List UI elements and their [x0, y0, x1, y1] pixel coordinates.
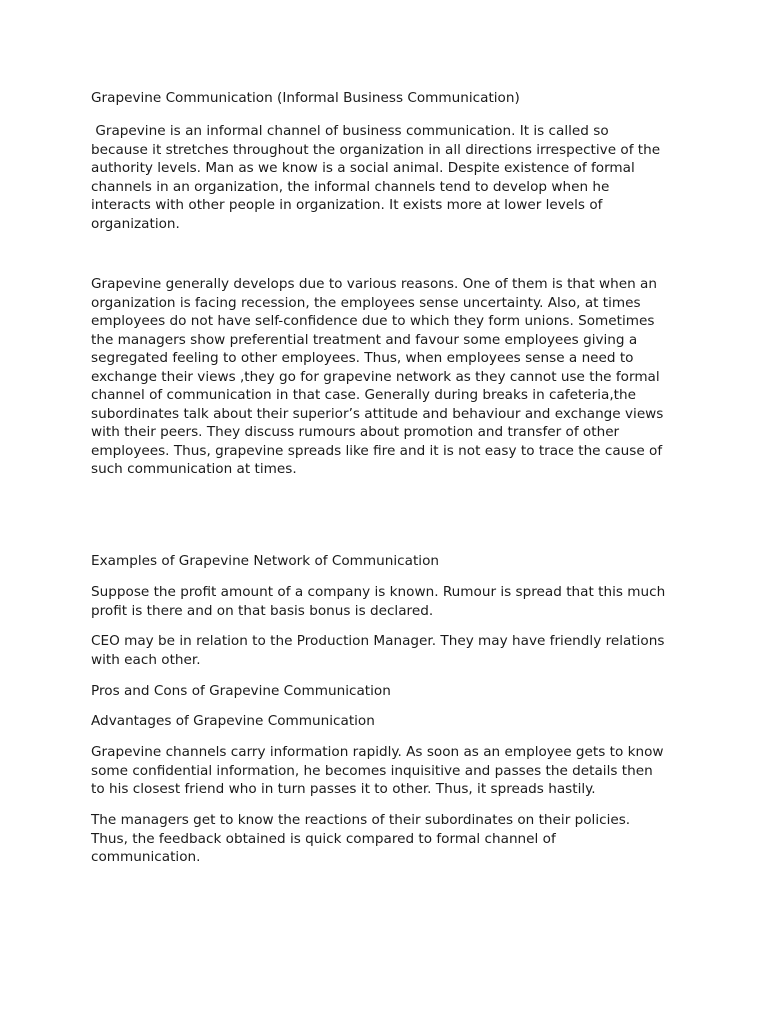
- text-line: because it stretches throughout the organization in all directions irrespective of the: [91, 141, 661, 158]
- text-line: interacts with other people in organization. It exists more at lower levels of: [91, 197, 603, 213]
- text-line: Suppose the profit amount of a company is known. Rumour is spread that this much: [91, 584, 666, 600]
- text-line: CEO may be in relation to the Production Manager. They may have friendly relations: [91, 633, 665, 649]
- text-line: authority levels. Man as we know is a social animal. Despite existence of formal: [91, 160, 635, 176]
- text-line: the managers show preferential treatment and favour some employees giving a: [91, 331, 638, 348]
- text-line: communication.: [91, 849, 201, 865]
- advantages-heading: Advantages of Grapevine Communication: [91, 713, 375, 729]
- paragraph-intro: [91, 122, 660, 233]
- text-line: exchange their views ,they go for grapevine network as they cannot use the formal: [91, 368, 660, 385]
- text-line: organization is facing recession, the employees sense uncertainty. Also, at times: [91, 294, 641, 311]
- text-line: The managers get to know the reactions of their subordinates on their policies.: [91, 812, 631, 828]
- text-line: Grapevine channels carry information rapidly. As soon as an employee gets to know: [91, 744, 664, 760]
- text-line: channel of communication in that case. Generally during breaks in cafeteria,the: [91, 387, 636, 403]
- text-line: Grapevine generally develops due to various reasons. One of them is that when an: [91, 276, 657, 292]
- text-line: with their peers. They discuss rumours about promotion and transfer of other: [91, 424, 620, 440]
- examples-heading: Examples of Grapevine Network of Communication: [91, 553, 440, 569]
- text-line: organization.: [91, 215, 180, 232]
- text-line: segregated feeling to other employees. Thus, when employees sense a need to: [91, 350, 634, 366]
- text-line: subordinates talk about their superior’s attitude and behaviour and exchange views: [91, 405, 664, 422]
- text-line: profit is there and on that basis bonus is declared.: [91, 602, 434, 619]
- pros-cons-heading: Pros and Cons of Grapevine Communication: [91, 683, 391, 699]
- text-line: to his closest friend who in turn passes it to other. Thus, it spreads hastily.: [91, 781, 596, 797]
- text-line: such communication at times.: [91, 461, 297, 477]
- text-line: employees. Thus, grapevine spreads like fire and it is not easy to trace the cause of: [91, 442, 663, 459]
- paragraph-example-ceo: [91, 632, 664, 669]
- paragraph-example-profit: [91, 583, 665, 620]
- text-line: Grapevine is an informal channel of business communication. It is called so: [91, 123, 609, 139]
- text-line: employees do not have self-confidence due to which they form unions. Sometimes: [91, 313, 655, 329]
- document-title: Grapevine Communication (Informal Business Communication): [91, 90, 520, 106]
- text-line: some confidential information, he becomes inquisitive and passes the details then: [91, 762, 653, 779]
- text-line: Thus, the feedback obtained is quick compared to formal channel of: [91, 830, 556, 847]
- paragraph-advantage-rapid: [91, 743, 664, 799]
- paragraph-reasons: [91, 275, 663, 479]
- paragraph-advantage-feedback: [91, 811, 630, 867]
- text-line: channels in an organization, the informal channels tend to develop when he: [91, 178, 610, 195]
- text-line: with each other.: [91, 651, 201, 668]
